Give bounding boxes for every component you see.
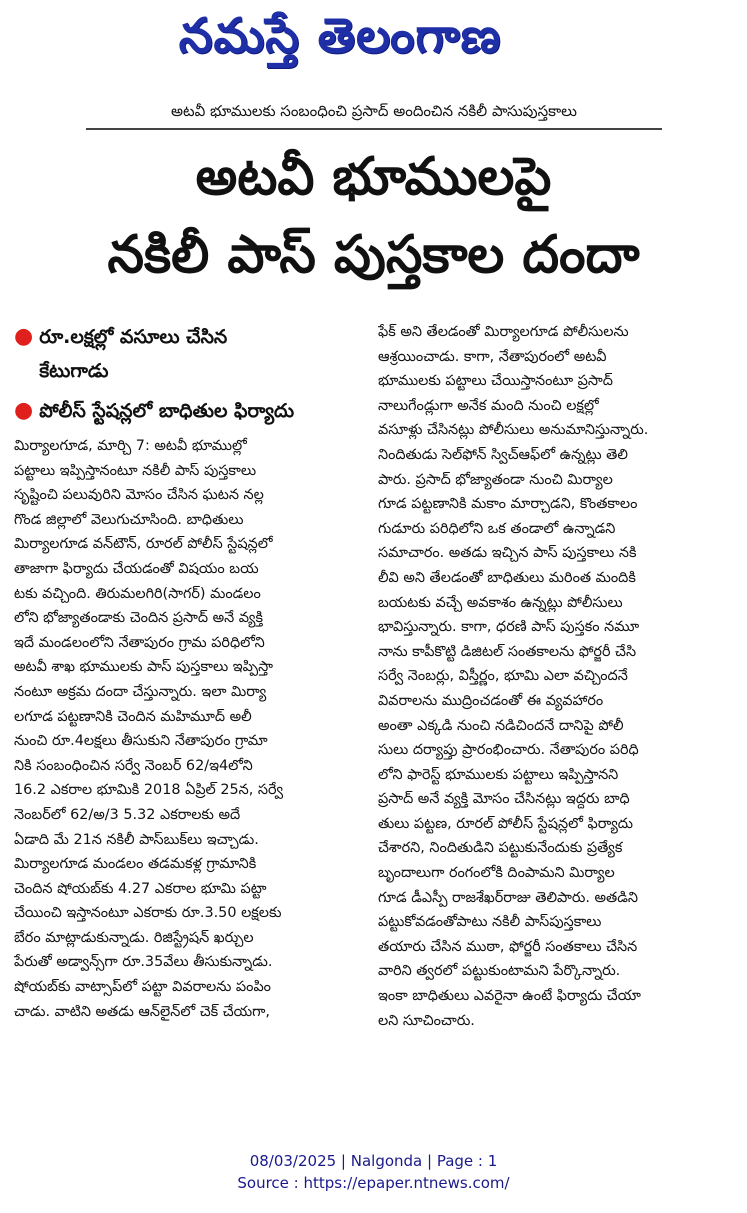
text-line: చాడు. వాటిని అతడు ఆన్‌లైన్‌లో చెక్ చేయగా, <box>14 1003 270 1020</box>
text-line: ప్రసాద్ అనే వ్యక్తి మోసం చేసినట్లు ఇద్దరు బాధి <box>378 791 630 808</box>
text-line: చేశారని, నిందితుడిని పట్టుకునేందుకు ప్రత్యేక <box>378 840 623 857</box>
text-line: తులు పట్టణ, రూరల్ పోలీస్ స్టేషన్లలో ఫిర్యాదు <box>378 815 633 832</box>
text-line: సర్వే నెంబర్లు, విస్తీర్ణం, భూమి ఎలా వచ్చిందనే <box>378 668 628 685</box>
text-line: నికి సంబంధించిన సర్వే నెంబర్ 62/ఇ4లోని <box>14 757 253 774</box>
text-line: పేరుతో అడ్వాన్స్‌గా రూ.35వేలు తీసుకున్నాడు. <box>14 954 273 971</box>
text-line: నిందితుడు సెల్‌ఫోన్ స్విచ్‌ఆఫ్‌లో ఉన్నట్లు తెలి <box>378 446 628 463</box>
text-line: లోని ఫారెస్ట్ భూములకు పట్టాలు ఇప్పిస్తానని <box>378 766 619 783</box>
text-line: అంతా ఎక్కడి నుంచి నడిచిందనే దానిపై పోలీ <box>378 717 624 734</box>
text-line: వసూళ్లు చేసినట్లు పోలీసులు అనుమానిస్తున్నారు. <box>378 422 649 439</box>
text-line: నెంబర్‌లో 62/అ/3 5.32 ఎకరాలకు అదే <box>14 806 241 823</box>
text-line: సులు దర్యాప్తు ప్రారంభించారు. నేతాపురం పరిధి <box>378 742 639 759</box>
text-line: సృష్టించి పలువురిని మోసం చేసిన ఘటన నల్ల <box>14 487 264 504</box>
text-line: పట్టాలు ఇప్పిస్తానంటూ నకిలీ పాస్ పుస్తకాలు <box>14 462 257 479</box>
text-line: లగూడ పట్టణానికి చెందిన మహిమూద్ అలీ <box>14 708 252 725</box>
text-line: భూములకు పట్టాలు చేయిస్తానంటూ ప్రసాద్ <box>378 373 613 390</box>
text-line: ఇంకా బాధితులు ఎవరైనా ఉంటే ఫిర్యాదు చేయా <box>378 988 641 1005</box>
text-line: గూడ పట్టణానికి మకాం మార్చాడని, కొంతకాలం <box>378 496 638 513</box>
text-line: చెందిన షోయబ్‌కు 4.27 ఎకరాల భూమి పట్టా <box>14 880 267 897</box>
text-line: బయటకు వచ్చే అవకాశం ఉన్నట్లు పోలీసులు <box>378 594 623 611</box>
text-line: వివరాలను ముద్రించడంతో ఈ వ్యవహారం <box>378 692 604 709</box>
text-line: బేరం మాట్లాడుకున్నాడు. రిజిస్ట్రేషన్ ఖర్చుల <box>14 929 254 946</box>
bullet-dot-icon: ● <box>14 398 34 423</box>
kicker-text: అటవీ భూములకు సంబంధించి ప్రసాద్ అందించిన నకిలీ పాసుపుస్తకాలు <box>171 102 577 120</box>
text-line: నాలుగేండ్లుగా అనేక మంది నుంచి లక్షల్లో <box>378 397 599 414</box>
bullet-dot-icon: ● <box>14 324 34 349</box>
text-line: 16.2 ఎకరాల భూమికి 2018 ఏప్రిల్ 25న, సర్వే <box>14 782 284 799</box>
footer <box>0 1150 747 1194</box>
text-line: గూడ డీఎస్పీ రాజశేఖర్‌రాజు తెలిపారు. అతడిని <box>378 889 639 906</box>
text-line: ఫేక్ అని తేలడంతో మిర్యాలగూడ పోలీసులను <box>378 324 629 340</box>
text-line: అటవీ శాఖ భూములకు పాస్ పుస్తకాలు ఇప్పిస్తా <box>14 659 273 676</box>
text-line: టకు వచ్చింది. తిరుమలగిరి(సాగర్) మండలం <box>14 585 261 602</box>
text-line: ఏడాది మే 21న నకిలీ పాస్‌బుక్‌లు ఇచ్చాడు. <box>14 831 259 848</box>
text-line: నంటూ అక్రమ దందా చేస్తున్నారు. ఇలా మిర్యా <box>14 683 267 700</box>
text-line: భావిస్తున్నారు. కాగా, ధరణి పాస్ పుస్తకం నమూ <box>378 619 640 636</box>
right-column <box>378 320 736 1029</box>
text-line: మిర్యాలగూడ, మార్చి 7: అటవీ భూముల్లో <box>14 438 247 454</box>
bullet-point <box>14 320 364 388</box>
text-line: ఆశ్రయించాడు. కాగా, నేతాపురంలో అటవీ <box>378 348 607 365</box>
bullet-point <box>14 394 364 428</box>
text-line: బృందాలుగా రంగంలోకి దింపామని మిర్యాల <box>378 865 615 882</box>
text-line: నుంచి రూ.4లక్షలు తీసుకుని నేతాపురం గ్రామా <box>14 733 268 750</box>
text-line: తాజాగా ఫిర్యాదు చేయడంతో విషయం బయ <box>14 560 259 577</box>
text-line: లోని భోజ్యాతండాకు చెందిన ప్రసాద్ అనే వ్యక్తి <box>14 610 263 627</box>
text-line: చేయించి ఇస్తానంటూ ఎకరాకు రూ.3.50 లక్షలకు <box>14 905 282 922</box>
text-line: మిర్యాలగూడ వన్‌టౌన్, రూరల్ పోలీస్ స్టేషన్లలో <box>14 536 273 553</box>
text-line: పారు. ప్రసాద్ భోజ్యాతండా నుంచి మిర్యాల <box>378 471 613 488</box>
text-line: మిర్యాలగూడ మండలం తడమకళ్ల గ్రామానికి <box>14 856 257 873</box>
text-line: పట్టుకోవడంతోపాటు నకిలీ పాస్‌పుస్తకాలు <box>378 914 602 931</box>
text-line: షోయబ్‌కు వాట్సాప్‌లో పట్టా వివరాలను పంపిం <box>14 979 271 996</box>
kicker <box>86 98 662 130</box>
left-article-body <box>14 434 364 1024</box>
footer-source: Source : https://epaper.ntnews.com/ <box>237 1174 510 1192</box>
bullet-line: కేటుగాడు <box>39 360 109 382</box>
masthead-title: నమస్తే తెలంగాణ <box>178 8 502 64</box>
headline <box>10 138 737 294</box>
text-line: గొండ జిల్లాలో వెలుగుచూసింది. బాధితులు <box>14 511 244 528</box>
headline-line-1: అటవీ భూములపై <box>195 147 552 207</box>
text-line: తయారు చేసిన ముఠా, ఫోర్జరీ సంతకాలు చేసిన <box>378 938 638 955</box>
text-line: వారిని త్వరలో పట్టుకుంటామని పేర్కొన్నారు. <box>378 963 621 980</box>
text-line: లని సూచించారు. <box>378 1012 475 1029</box>
bullet-line: రూ.లక్షల్లో వసూలు చేసిన <box>39 326 228 348</box>
right-article-body <box>378 320 736 1033</box>
text-line: గుడూరు పరిధిలోని ఒక తండాలో ఉన్నాడని <box>378 520 616 537</box>
headline-line-2: నకిలీ పాస్ పుస్తకాల దందా <box>107 225 640 285</box>
text-line: సమాచారం. అతడు ఇచ్చిన పాస్ పుస్తకాలు నకి <box>378 545 637 562</box>
text-line: లీవి అని తేలడంతో బాధితులు మరింత మందికి <box>378 569 636 586</box>
footer-edition: 08/03/2025 | Nalgonda | Page : 1 <box>249 1152 498 1170</box>
masthead <box>100 6 580 78</box>
bullet-text: పోలీస్ స్టేషన్లలో బాధితుల ఫిర్యాదు <box>39 400 295 422</box>
bullet-text <box>39 320 227 388</box>
text-line: ఇదే మండలంలోని నేతాపురం గ్రామ పరిధిలోని <box>14 634 265 651</box>
text-line: నాను కాపీకొట్టి డిజిటల్ సంతకాలను ఫోర్జరీ చేసి <box>378 643 637 660</box>
left-column <box>14 320 364 1020</box>
